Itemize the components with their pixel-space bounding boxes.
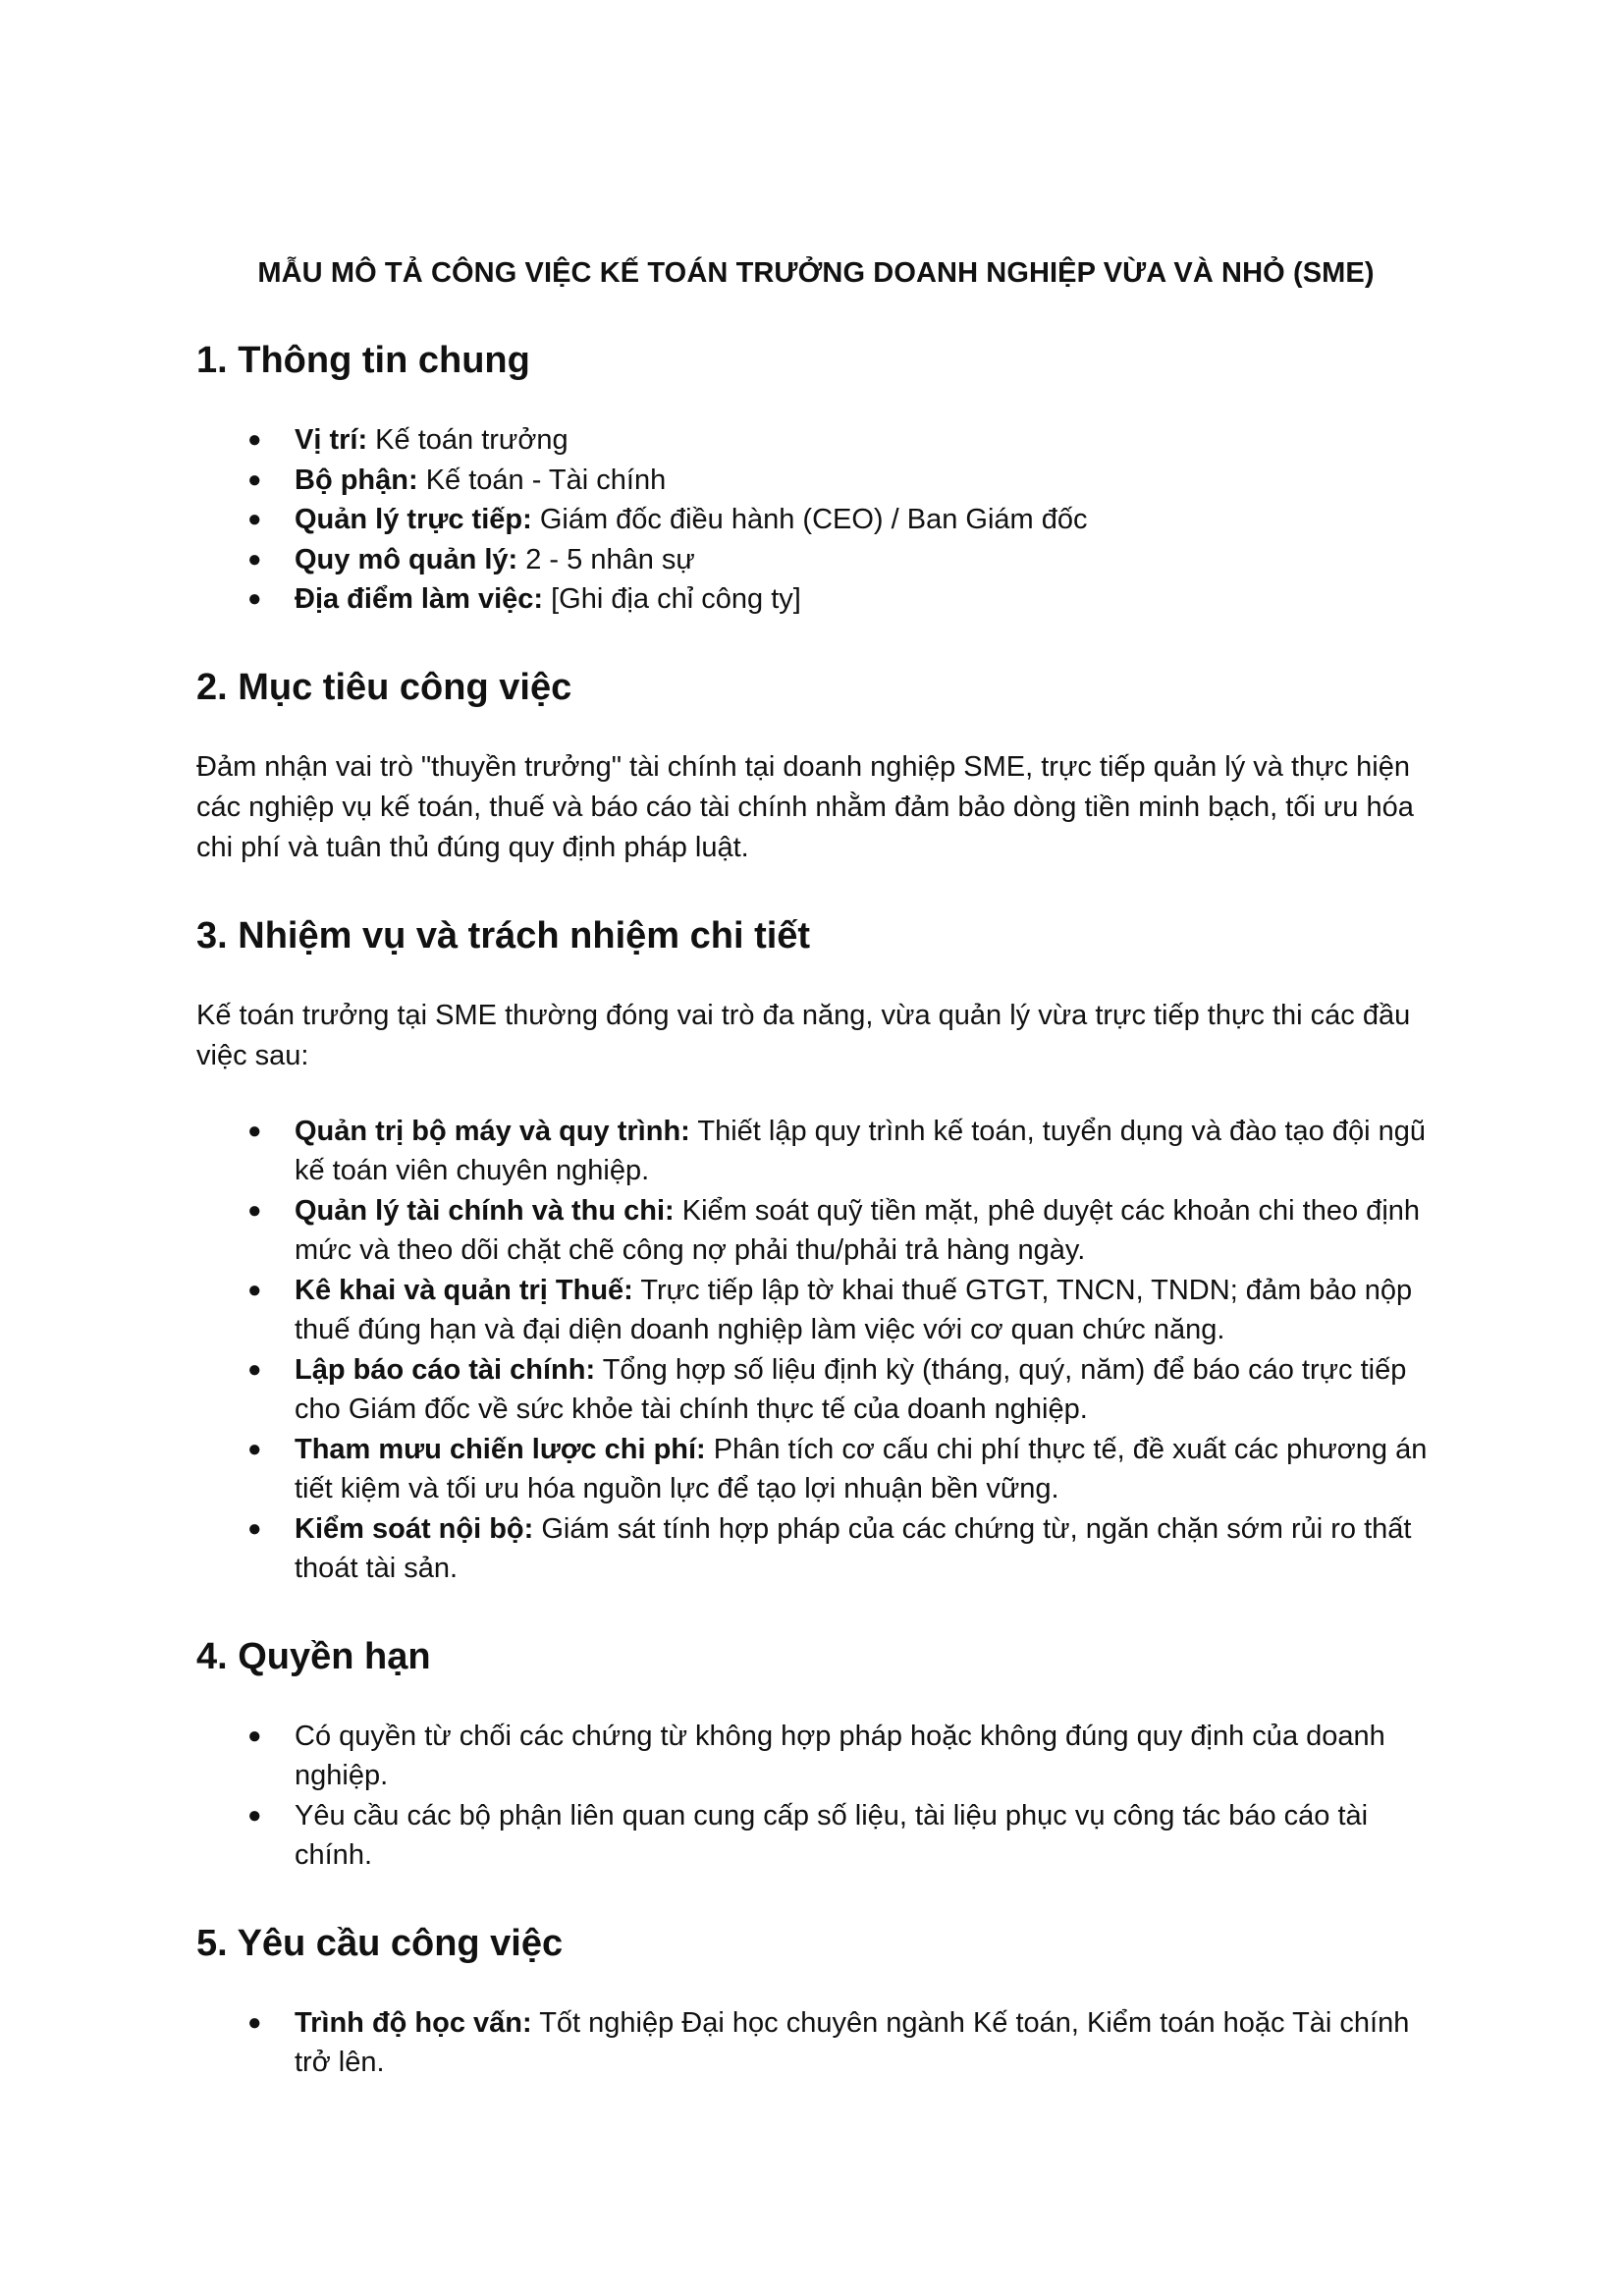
section-3-intro: Kế toán trưởng tại SME thường đóng vai trò đa năng, vừa quản lý vừa trực tiếp thực thi các đầu việc sau: [196,999,1411,1071]
bullet-icon: ● [247,465,262,493]
list-item [196,461,1435,501]
list-item [196,1112,1435,1191]
bullet-icon: ● [247,1801,262,1829]
item-label: Bộ phận: [295,464,418,496]
bullet-icon: ● [247,1722,262,1749]
list-item [196,500,1435,540]
document-body [196,253,1435,2083]
item-label: Kê khai và quản trị Thuế: [295,1274,633,1306]
bullet-icon: ● [247,1117,262,1144]
list-item [196,1271,1435,1350]
item-text: Kiểm soát quỹ tiền mặt, phê duyệt các khoản chi theo định mức và theo dõi chặt chẽ công nợ phải thu/phải trả hàng ngày. [295,1194,1421,1266]
item-text: Phân tích cơ cấu chi phí thực tế, đề xuất các phương án tiết kiệm và tối ưu hóa nguồn lực để tạo lợi nhuận bền vững. [295,1433,1428,1504]
list-item [196,1509,1435,1589]
section-4-list [196,1717,1435,1876]
item-label: Quản trị bộ máy và quy trình: [295,1115,690,1147]
bullet-icon: ● [247,545,262,573]
bullet-icon: ● [247,426,262,453]
item-label: Quy mô quản lý: [295,543,518,575]
list-item [196,579,1435,620]
bullet-icon: ● [247,506,262,532]
bullet-icon: ● [247,1355,262,1383]
list-item [196,1796,1435,1876]
item-text: Kế toán trưởng [367,424,568,456]
section-1-heading: 1. Thông tin chung [196,340,530,381]
list-item [196,1350,1435,1430]
bullet-icon: ● [247,1514,262,1542]
item-label: Lập báo cáo tài chính: [295,1353,596,1386]
bullet-icon: ● [247,1276,262,1303]
list-item [196,1717,1435,1796]
bullet-icon: ● [247,585,262,612]
item-label: Vị trí: [295,424,368,456]
item-text: Tổng hợp số liệu định kỳ (tháng, quý, năm) để báo cáo trực tiếp cho Giám đốc về sức khỏe tài chính thực tế của doanh nghiệp. [295,1353,1407,1425]
bullet-icon: ● [247,1196,262,1224]
list-item [196,1430,1435,1509]
bullet-icon: ● [247,2008,262,2036]
list-item [196,2003,1435,2083]
item-text: Thiết lập quy trình kế toán, tuyển dụng và đào tạo đội ngũ kế toán viên chuyên nghiệp. [295,1115,1426,1186]
item-label: Tham mưu chiến lược chi phí: [295,1433,706,1465]
item-label: Địa điểm làm việc: [295,583,544,615]
item-text: [Ghi địa chỉ công ty] [543,583,801,615]
item-label: Quản lý tài chính và thu chi: [295,1194,675,1227]
item-text: Trực tiếp lập tờ khai thuế GTGT, TNCN, TNDN; đảm bảo nộp thuế đúng hạn và đại diện doanh nghiệp làm việc với cơ quan chức năng. [295,1274,1413,1345]
item-text: Giám sát tính hợp pháp của các chứng từ, ngăn chặn sớm rủi ro thất thoát tài sản. [295,1512,1412,1584]
item-text: Kế toán - Tài chính [417,464,667,496]
item-text: 2 - 5 nhân sự [517,543,695,575]
item-text: Giám đốc điều hành (CEO) / Ban Giám đốc [531,504,1088,535]
section-3-list [196,1112,1435,1589]
section-2-heading: 2. Mục tiêu công việc [196,666,572,708]
bullet-icon: ● [247,1435,262,1462]
item-label: Trình độ học vấn: [295,2006,532,2039]
list-item [196,420,1435,461]
item-text: Yêu cầu các bộ phận liên quan cung cấp số liệu, tài liệu phục vụ công tác báo cáo tài chính. [295,1799,1369,1871]
section-5-list [196,2003,1435,2083]
item-text: Có quyền từ chối các chứng từ không hợp pháp hoặc không đúng quy định của doanh nghiệp. [295,1720,1385,1791]
section-2-paragraph: Đảm nhận vai trò "thuyền trưởng" tài chính tại doanh nghiệp SME, trực tiếp quản lý và thực hiện các nghiệp vụ kế toán, thuế và báo cáo tài chính nhằm đảm bảo dòng tiền minh bạch, tối ưu hóa chi phí và tuân thủ đúng quy định pháp luật. [196,750,1414,863]
item-text: Tốt nghiệp Đại học chuyên ngành Kế toán, Kiểm toán hoặc Tài chính trở lên. [295,2006,1410,2078]
item-label: Quản lý trực tiếp: [295,504,532,535]
document-title: MẪU MÔ TẢ CÔNG VIỆC KẾ TOÁN TRƯỞNG DOANH NGHIỆP VỪA VÀ NHỎ (SME) [257,257,1375,289]
list-item [196,540,1435,580]
item-label: Kiểm soát nội bộ: [295,1512,534,1545]
section-4-heading: 4. Quyền hạn [196,1635,431,1677]
section-3-heading: 3. Nhiệm vụ và trách nhiệm chi tiết [196,914,811,957]
section-5-heading: 5. Yêu cầu công việc [196,1922,564,1964]
section-1-list [196,420,1435,620]
list-item [196,1191,1435,1271]
